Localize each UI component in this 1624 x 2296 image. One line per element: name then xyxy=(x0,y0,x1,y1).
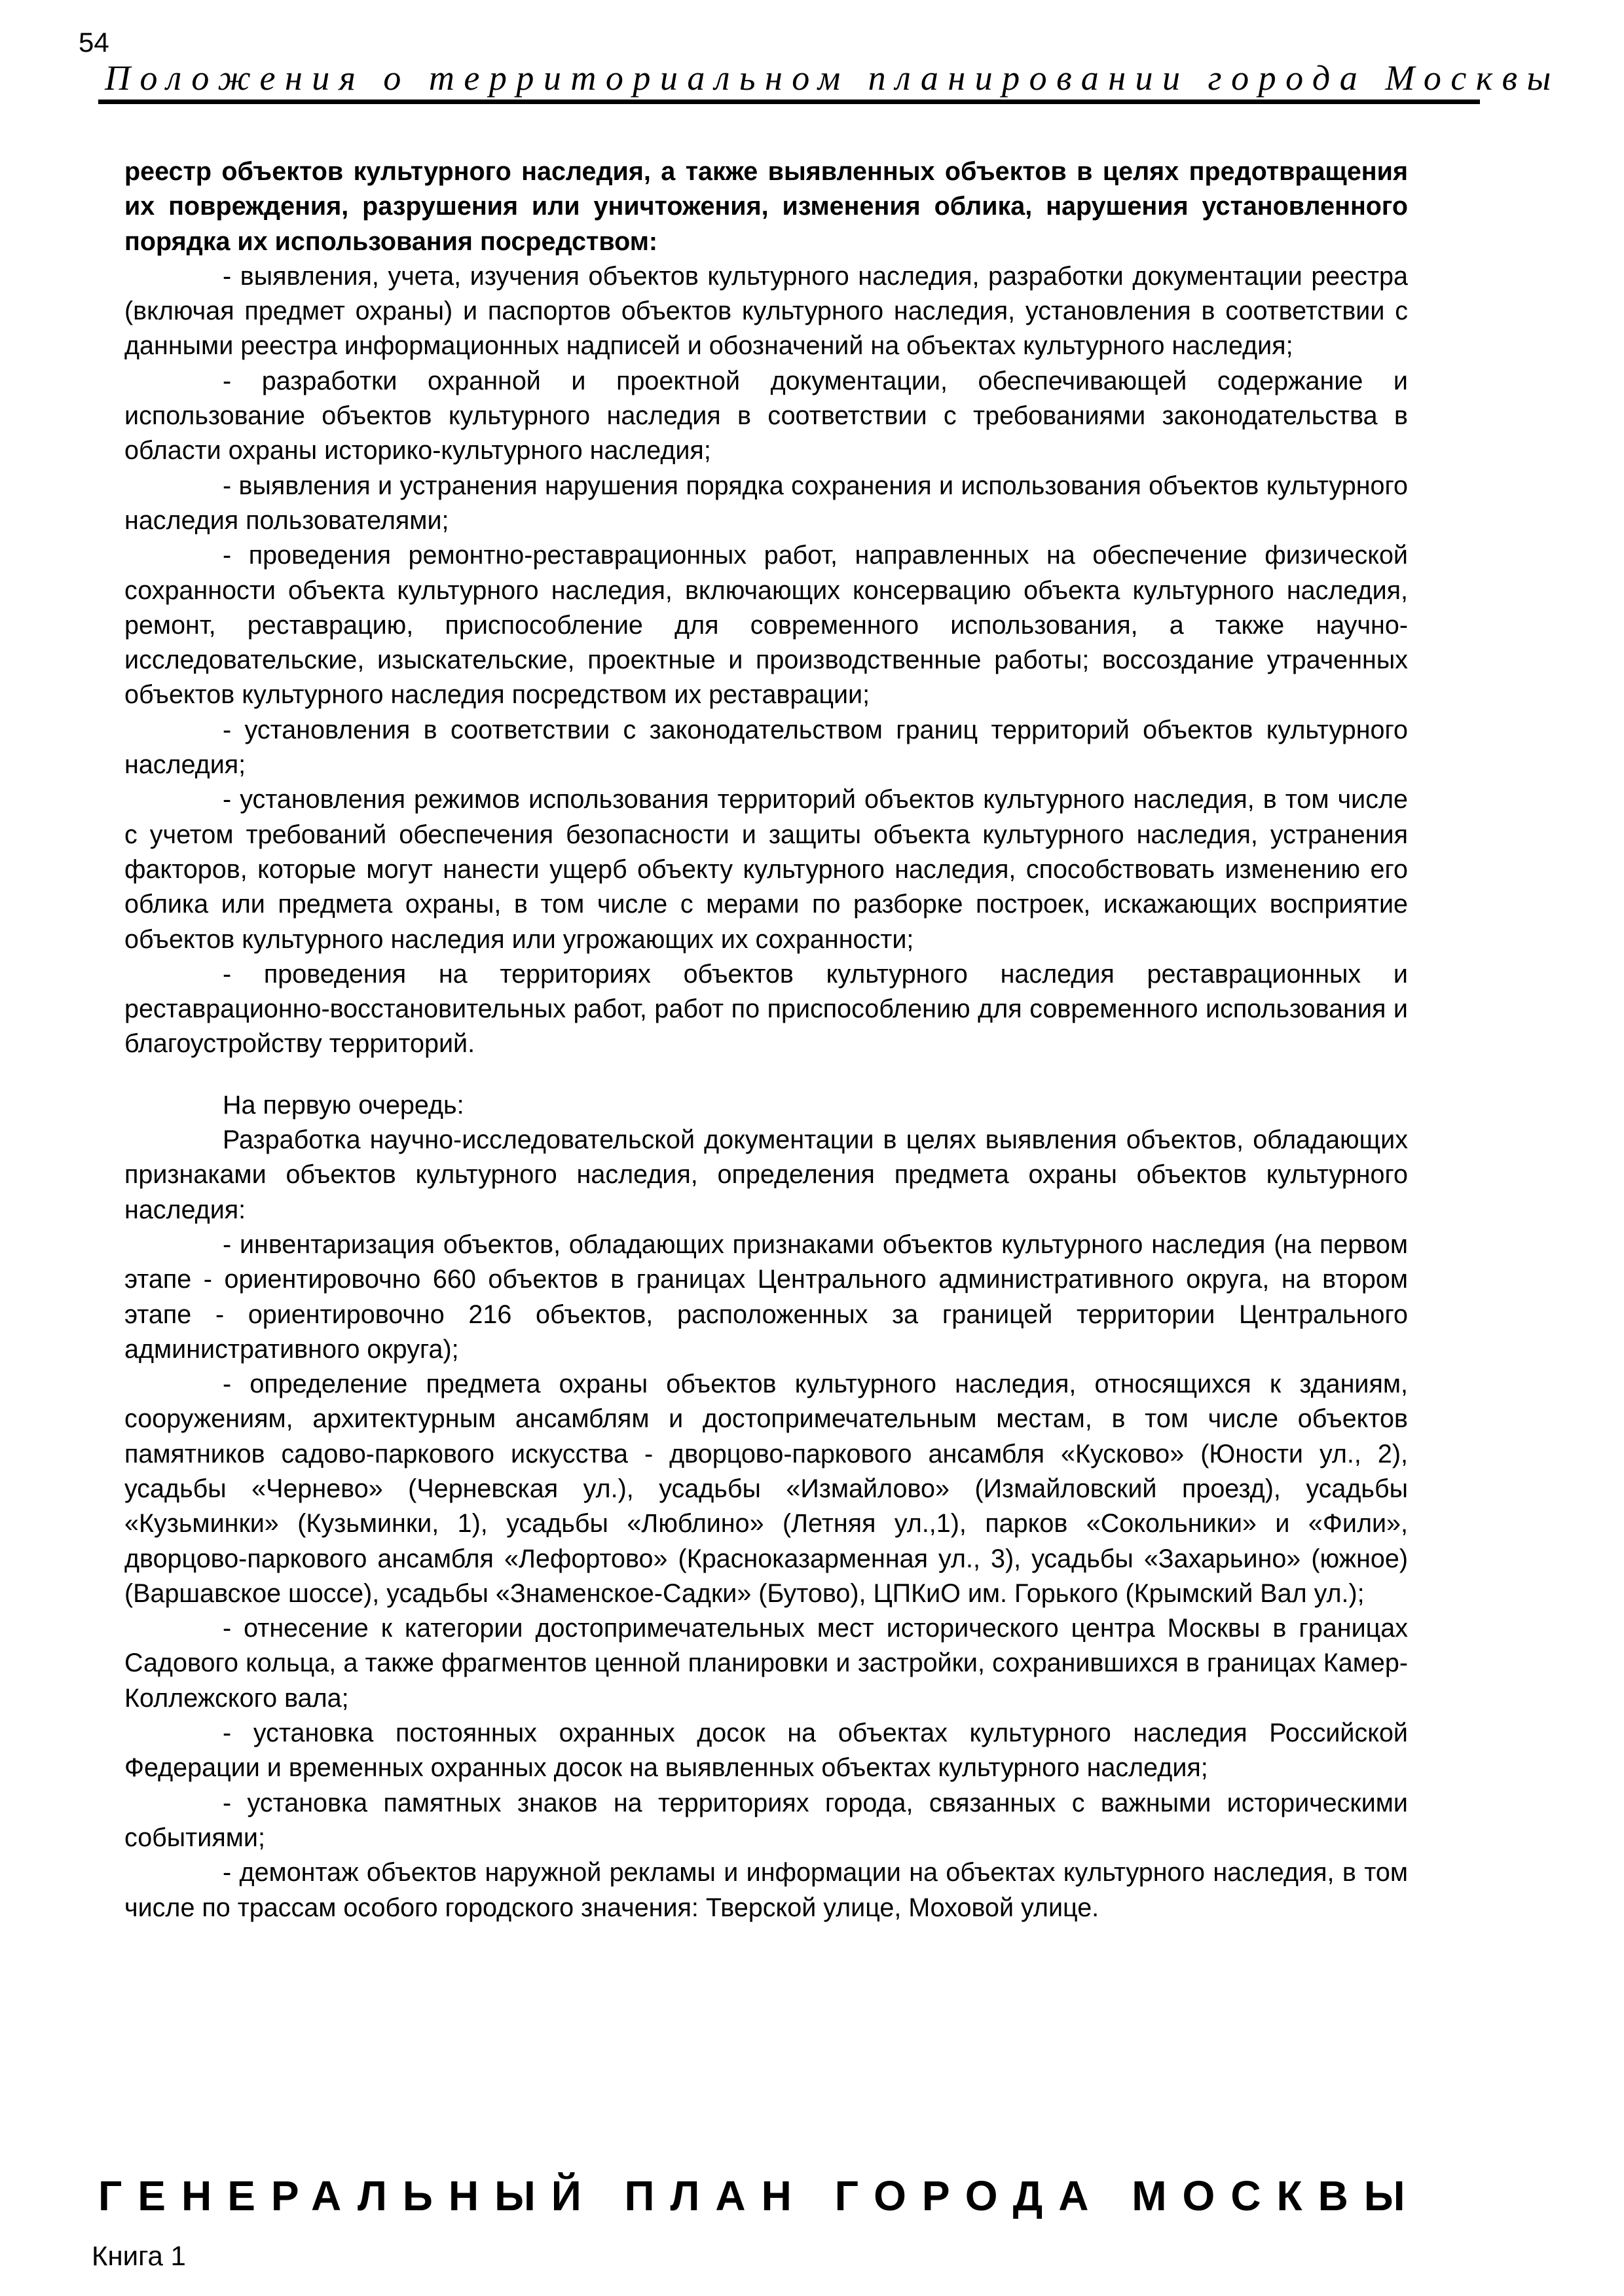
running-header-title: Положения о территориальном планировании города Москвы xyxy=(105,58,1560,98)
first-stage-item: - определение предмета охраны объектов культурного наследия, относящихся к зданиям, сооружениям, архитектурным ансамблям и достопримечательным местам, в том числе объектов памятников садово-паркового искусства - дворцово-паркового ансамбля «Кусково» (Юности ул., 2), усадьбы «Чернево» (Черневская ул.), усадьбы «Измайлово» (Измайловский проезд), усадьбы «Кузьминки» (Кузьминки, 1), усадьбы «Люблино» (Летняя ул.,1), парков «Сокольники» и «Фили», дворцово-паркового ансамбля «Лефортово» (Красноказарменная ул., 3), усадьбы «Захарьино» (южное) (Варшавское шоссе), усадьбы «Знаменское-Садки» (Бутово), ЦПКиО им. Горького (Крымский Вал ул.); xyxy=(124,1370,1408,1608)
measure-item: - проведения ремонтно-реставрационных работ, направленных на обеспечение физической сохранности объекта культурного наследия, включающих консервацию объекта культурного наследия, ремонт, реставрацию, приспособление для современного использования, а также научно-исследовательские, изыскательские, проектные и производственные работы; воссоздание утраченных объектов культурного наследия посредством их реставрации; xyxy=(124,541,1408,710)
footer-book-label: Книга 1 xyxy=(92,2240,186,2271)
measure-item: - выявления и устранения нарушения порядка сохранения и использования объектов культурного наследия пользователями; xyxy=(124,471,1408,535)
measure-item: - установления в соответствии с законодательством границ территорий объектов культурного наследия; xyxy=(124,715,1408,780)
first-stage-intro: Разработка научно-исследовательской документации в целях выявления объектов, обладающих признаками объектов культурного наследия, определения предмета охраны объектов культурного наследия: xyxy=(124,1125,1408,1224)
first-stage-heading: На первую очередь: xyxy=(223,1090,464,1120)
document-body xyxy=(124,155,1408,1925)
measure-item: - установления режимов использования территорий объектов культурного наследия, в том числе с учетом требований обеспечения безопасности и защиты объекта культурного наследия, устранения факторов, которые могут нанести ущерб объекту культурного наследия, способствовать изменению его облика или предмета охраны, в том числе с мерами по разборке построек, искажающих восприятие объектов культурного наследия или угрожающих их сохранности; xyxy=(124,785,1408,954)
measure-item: - проведения на территориях объектов культурного наследия реставрационных и реставрационно-восстановительных работ, работ по приспособлению для современного использования и благоустройству территорий. xyxy=(124,959,1408,1059)
first-stage-item: - отнесение к категории достопримечательных мест исторического центра Москвы в границах Садового кольца, а также фрагментов ценной планировки и застройки, сохранившихся в границах Камер-Коллежского вала; xyxy=(124,1614,1408,1713)
measure-item: - выявления, учета, изучения объектов культурного наследия, разработки документации реестра (включая предмет охраны) и паспортов объектов культурного наследия, установления в соответствии с данными реестра информационных надписей и обозначений на объектах культурного наследия; xyxy=(124,261,1408,361)
first-stage-item: - установка постоянных охранных досок на объектах культурного наследия Российской Федерации и временных охранных досок на выявленных объектах культурного наследия; xyxy=(124,1719,1408,1783)
first-stage-item: - инвентаризация объектов, обладающих признаками объектов культурного наследия (на первом этапе - ориентировочно 660 объектов в границах Центрального административного округа, на втором этапе - ориентировочно 216 объектов, расположенных за границей территории Центрального административного округа); xyxy=(124,1230,1408,1364)
intro-paragraph: реестр объектов культурного наследия, а также выявленных объектов в целях предотвращения их повреждения, разрушения или уничтожения, изменения облика, нарушения установленного порядка их использования посредством: xyxy=(124,157,1408,256)
header-rule xyxy=(98,100,1480,104)
first-stage-item: - демонтаж объектов наружной рекламы и информации на объектах культурного наследия, в том числе по трассам особого городского значения: Тверской улице, Моховой улице. xyxy=(124,1858,1408,1922)
page-number: 54 xyxy=(79,27,109,58)
first-stage-item: - установка памятных знаков на территориях города, связанных с важными историческими событиями; xyxy=(124,1788,1408,1852)
measure-item: - разработки охранной и проектной документации, обеспечивающей содержание и использование объектов культурного наследия в соответствии с требованиями законодательства в области охраны историко-культурного наследия; xyxy=(124,366,1408,465)
footer-title: ГЕНЕРАЛЬНЫЙ ПЛАН ГОРОДА МОСКВЫ xyxy=(98,2172,1421,2219)
